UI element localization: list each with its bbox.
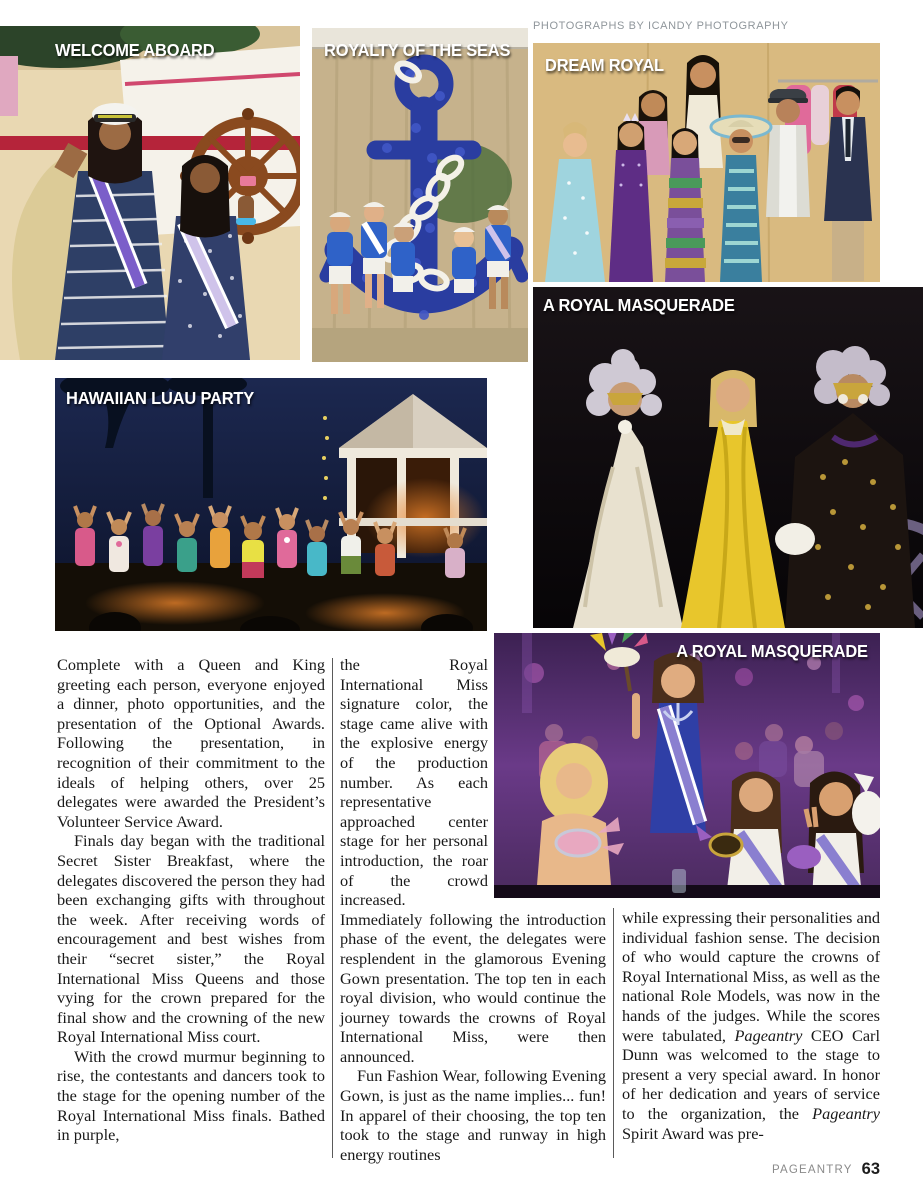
page-number: 63	[861, 1160, 880, 1178]
text-segment: Spirit Award was pre-	[622, 1123, 764, 1143]
drink-glass	[672, 869, 686, 893]
text-segment: while expressing their personalities and individual fashion sense. The decision of who would capture the crowns of Royal International Miss, as well as the national Role Models, was now in the hands of the judges. While the scores were tabulated,	[622, 908, 880, 1045]
sunglasses-icon	[732, 137, 750, 143]
paragraph: Fun Fashion Wear, following Evening Gown, is just as the name implies... fun! In apparel of their choosing, the top ten took to the stage and runway in high energy routines	[340, 1066, 606, 1164]
paragraph: Finals day began with the traditional Secret Sister Breakfast, where the delegates discovered the person they had been exchanging gifts with throughout the week. After receiving words of encouragement and best wishes from their “secret sister,” the Royal International Miss Queens and those vying for the crown prepared for the final show and the crowning of the new Royal International Miss court.	[57, 831, 325, 1047]
article-column-2	[340, 655, 606, 1164]
magazine-title: PAGEANTRY	[771, 1164, 853, 1176]
lace-cuff	[775, 523, 815, 555]
stick-mask	[604, 647, 640, 667]
photo-credit: PHOTOGRAPHS BY ICANDY PHOTOGRAPHY	[533, 20, 789, 32]
royalty-of-the-seas-illustration	[312, 28, 528, 362]
photo-label: DREAM ROYAL	[545, 55, 664, 75]
photo-hawaiian-luau-party	[55, 378, 487, 631]
photo-dream-royal	[533, 43, 880, 282]
article-column-1	[57, 655, 325, 1161]
article-column-3	[622, 908, 880, 1161]
hawaiian-luau-illustration	[55, 378, 487, 631]
photo-label: HAWAIIAN LUAU PARTY	[66, 388, 255, 408]
photo-label: A ROYAL MASQUERADE	[676, 641, 868, 661]
royal-masquerade-top-illustration	[533, 287, 923, 628]
photo-royal-masquerade-top	[533, 287, 923, 628]
column-divider	[332, 658, 333, 1158]
captain-hat-icon	[92, 103, 138, 125]
paragraph: the Royal International Miss signature color, the stage came alive with the explosive energy of the production number. As each representative approached center stage for her personal introduction, the roar of the crowd increased. Immediately following the introduction phase of the event, the delegates were resplendent in the glamorous Evening Gown presentation. The top ten in each royal division, who would continue the journey towards the crowns of Royal International Miss, were then announced.	[340, 655, 606, 1066]
paragraph: With the crowd murmur beginning to rise, the contestants and dancers took to the stage for the opening number of the Royal International Miss finals. Bathed in purple,	[57, 1046, 325, 1145]
welcome-aboard-illustration	[0, 26, 300, 360]
photo-label: ROYALTY OF THE SEAS	[324, 40, 511, 60]
magazine-name-italic: Pageantry	[734, 1025, 803, 1045]
column-divider	[613, 908, 614, 1158]
purple-mask	[787, 845, 821, 869]
paragraph: Complete with a Queen and King greeting each person, everyone enjoyed a dinner, photo opportunities, and the presentation of the Optional Awards. Following the presentation, in recognition of their commitment to the ideals of helping others, over 25 delegates were awarded the President’s Volunteer Service Award.	[57, 655, 325, 831]
paragraph	[622, 908, 880, 1143]
dream-royal-illustration	[533, 43, 880, 282]
masquerade-mask	[607, 393, 643, 405]
photo-wrap-spacer	[488, 655, 606, 908]
magazine-name-italic: Pageantry	[812, 1103, 880, 1123]
photo-royalty-of-the-seas	[312, 28, 528, 362]
photo-label: A ROYAL MASQUERADE	[543, 295, 735, 315]
wristband	[236, 218, 256, 225]
photo-welcome-aboard	[0, 26, 300, 360]
text-segment: CEO Carl Dunn was welcomed to the stage to present a very special award. In honor of her dedication and years of service to the organization, the	[622, 1025, 881, 1123]
page-footer	[772, 1160, 880, 1179]
photo-label: WELCOME ABOARD	[55, 40, 215, 60]
